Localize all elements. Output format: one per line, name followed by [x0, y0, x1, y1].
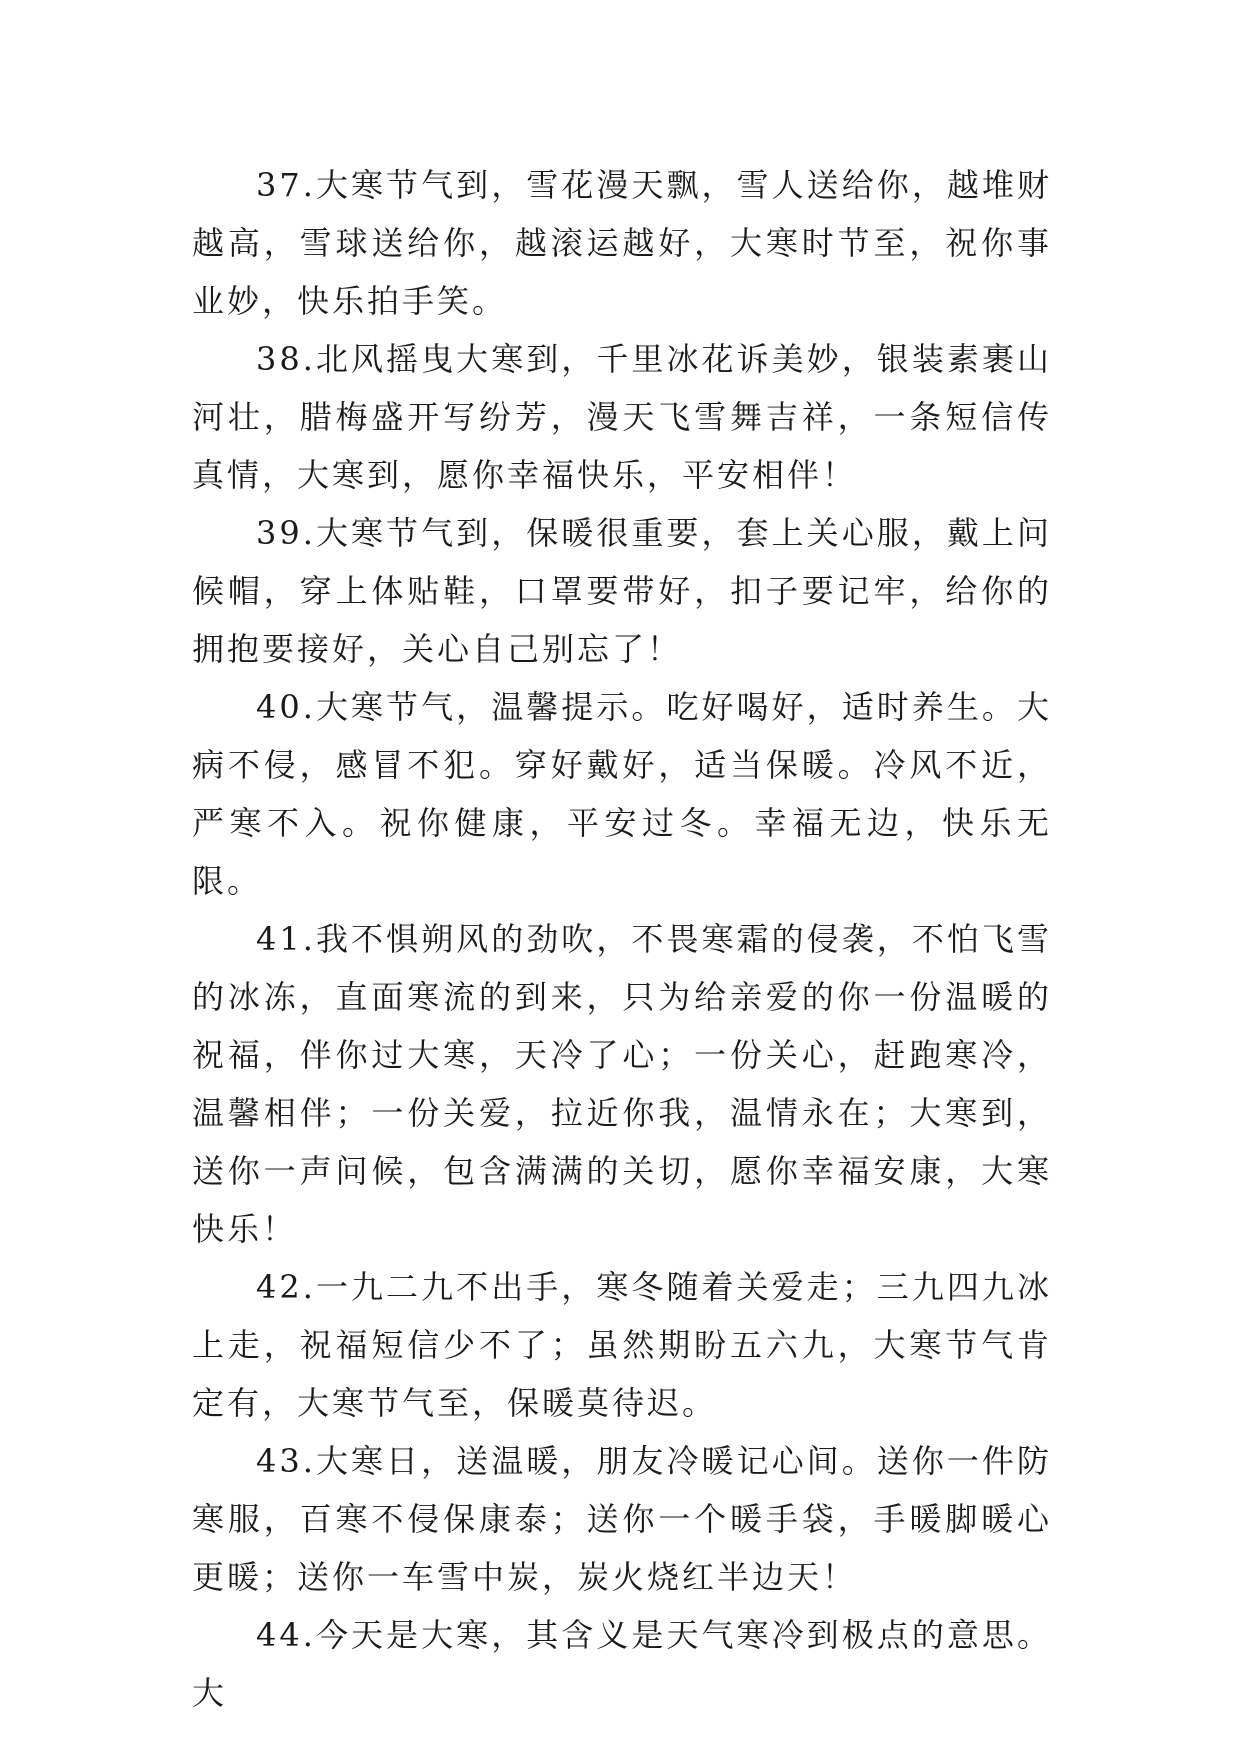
- paragraph-40: 40.大寒节气，温馨提示。吃好喝好，适时养生。大病不侵，感冒不犯。穿好戴好，适当保暖。冷风不近，严寒不入。祝你健康，平安过冬。幸福无边，快乐无限。: [192, 688, 1052, 900]
- paragraph-43: 43.大寒日，送温暖，朋友冷暖记心间。送你一件防寒服，百寒不侵保康泰；送你一个暖手袋，手暖脚暖心更暖；送你一车雪中炭，炭火烧红半边天！: [192, 1442, 1052, 1596]
- paragraph-37: 37.大寒节气到，雪花漫天飘，雪人送给你，越堆财越高，雪球送给你，越滚运越好，大寒时节至，祝你事业妙，快乐拍手笑。: [192, 166, 1052, 320]
- paragraph-42: 42.一九二九不出手，寒冬随着关爱走；三九四九冰上走，祝福短信少不了；虽然期盼五六九，大寒节气肯定有，大寒节气至，保暖莫待迟。: [192, 1268, 1052, 1422]
- paragraph-44: 44.今天是大寒，其含义是天气寒冷到极点的意思。大: [192, 1616, 1052, 1712]
- document-body: [192, 156, 1052, 1722]
- paragraph-38: 38.北风摇曳大寒到，千里冰花诉美妙，银装素裹山河壮，腊梅盛开写纷芳，漫天飞雪舞吉祥，一条短信传真情，大寒到，愿你幸福快乐，平安相伴！: [192, 340, 1052, 494]
- paragraph-39: 39.大寒节气到，保暖很重要，套上关心服，戴上问候帽，穿上体贴鞋，口罩要带好，扣子要记牢，给你的拥抱要接好，关心自己别忘了！: [192, 514, 1052, 668]
- paragraph-41: 41.我不惧朔风的劲吹，不畏寒霜的侵袭，不怕飞雪的冰冻，直面寒流的到来，只为给亲爱的你一份温暖的祝福，伴你过大寒，天冷了心；一份关心，赶跑寒冷，温馨相伴；一份关爱，拉近你我，温情永在；大寒到，送你一声问候，包含满满的关切，愿你幸福安康，大寒快乐！: [192, 920, 1052, 1248]
